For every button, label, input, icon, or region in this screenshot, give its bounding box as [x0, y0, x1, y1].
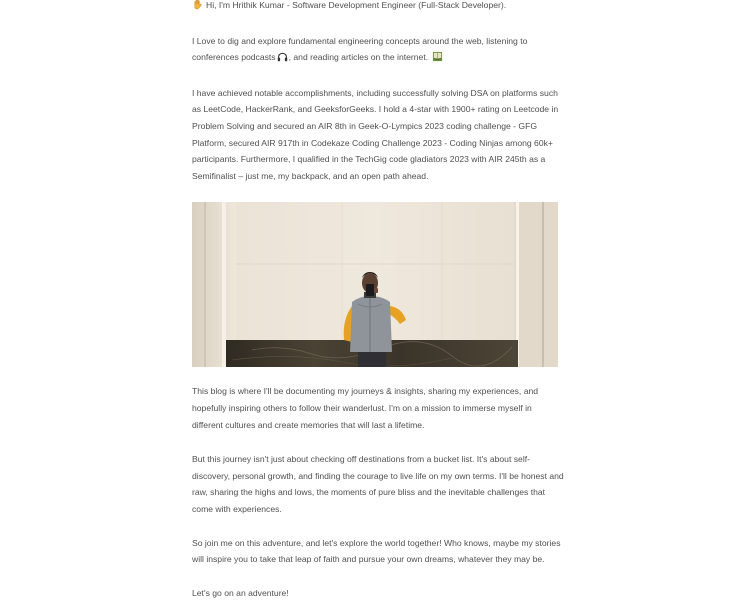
- paragraph-interests: [192, 33, 564, 68]
- paragraph-blog-purpose: This blog is where I'll be documenting my journeys & insights, sharing my experiences, and hopefully inspiring others to follow their wanderlust. I'm on a mission to immerse myself in different cultures and create memories that will last a lifetime.: [192, 386, 539, 430]
- interests-text-end: , and reading articles on the internet.: [288, 52, 429, 63]
- paragraph-closing: Let's go on an adventure!: [192, 587, 289, 598]
- intro-paragraph: [192, 0, 564, 16]
- intro-text: Hi, I'm Hrithik Kumar - Software Development Engineer (Full-Stack Developer).: [206, 0, 507, 10]
- interests-text-start: I Love to dig and explore fundamental engineering concepts around the web, listening to conferences podcasts: [192, 35, 528, 63]
- book-icon: [432, 51, 443, 68]
- blog-content: [192, 0, 564, 601]
- waving-hand-icon: [192, 0, 203, 16]
- mirror-selfie-photo: [192, 202, 558, 367]
- paragraph-achievements: I have achieved notable accomplishments, including successfully solving DSA on platforms such as LeetCode, HackerRank, and GeeksforGeeks. I hold a 4-star with 1900+ rating on Leetcode in Problem Solving and secured an AIR 8th in Geek-O-Lympics 2023 coding challenge - GFG Platform, secured AIR 917th in Codekaze Coding Challenge 2023 - Coding Ninjas among 60k+ participants. Furthermore, I qualified in the TechGig code gladiators 2023 with AIR 245th as a Semifinalist – just me, my backpack, and an open path ahead.: [192, 87, 559, 181]
- paragraph-join: So join me on this adventure, and let's explore the world together! Who knows, maybe my stories will inspire you to take that leap of faith and pursue your own dreams, whatever they may be.: [192, 537, 561, 565]
- paragraph-journey: But this journey isn't just about checking off destinations from a bucket list. It's about self-discovery, personal growth, and finding the courage to live life on my own terms. I'll be honest and raw, sharing the highs and lows, the moments of pure bliss and the inevitable challenges that come with experiences.: [192, 454, 564, 514]
- headphones-icon: [277, 51, 288, 68]
